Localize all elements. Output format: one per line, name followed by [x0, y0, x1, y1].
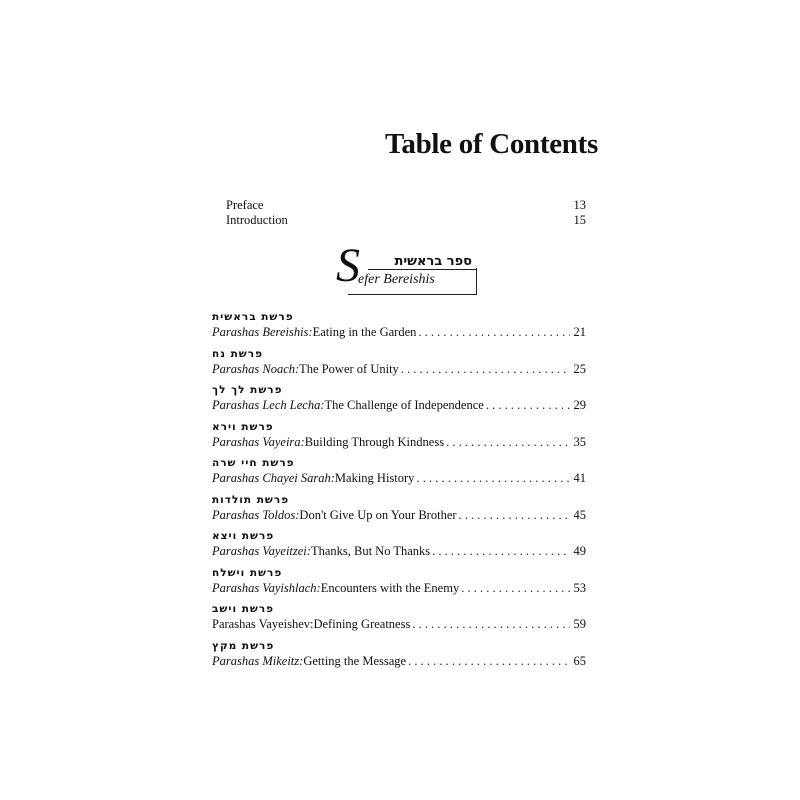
- toc-entry[interactable]: [212, 383, 586, 420]
- entry-title: Defining Greatness: [313, 617, 411, 631]
- entry-hebrew-title: פרשת וישב: [212, 603, 275, 615]
- front-matter-page: 13: [573, 198, 586, 212]
- leader-dots: [416, 470, 570, 486]
- toc-entry[interactable]: [212, 602, 586, 639]
- entry-page-number: 53: [573, 580, 586, 595]
- entry-parasha-name: Parashas Toldos:: [212, 507, 300, 522]
- toc-entries: [212, 310, 586, 675]
- toc-entry[interactable]: [212, 639, 586, 676]
- leader-dots: [401, 361, 570, 377]
- front-matter-label: Preface: [226, 198, 264, 212]
- entry-title: The Challenge of Independence: [324, 398, 484, 412]
- entry-parasha-name: Parashas Noach:: [212, 361, 300, 376]
- entry-title: Encounters with the Enemy: [320, 580, 460, 595]
- leader-dots: [486, 397, 570, 413]
- leader-dots: [461, 580, 570, 596]
- leader-dots: [446, 434, 570, 450]
- entry-title: Eating in the Garden: [312, 325, 417, 339]
- front-matter-label: Introduction: [226, 213, 288, 227]
- section-header-initial: S: [336, 239, 360, 292]
- entry-page-number: 41: [573, 471, 586, 485]
- entry-page-number: 49: [573, 544, 586, 558]
- section-header: [328, 240, 476, 298]
- entry-parasha-name: Parashas Vayeishev:: [212, 617, 314, 631]
- entry-hebrew-title: פרשת לך לך: [212, 384, 283, 396]
- leader-dots: [408, 653, 570, 669]
- entry-title: Thanks, But No Thanks: [310, 544, 431, 558]
- entry-parasha-name: Parashas Lech Lecha:: [212, 398, 325, 412]
- entry-page-number: 21: [573, 325, 586, 339]
- toc-entry[interactable]: [212, 566, 586, 603]
- entry-hebrew-title: פרשת תולדות: [212, 493, 290, 506]
- entry-page-number: 25: [573, 361, 586, 376]
- entry-parasha-name: Parashas Vayeira:: [212, 434, 305, 449]
- entry-hebrew-title: פרשת וישלח: [212, 566, 283, 579]
- entry-title: The Power of Unity: [299, 361, 399, 376]
- toc-entry[interactable]: [212, 456, 586, 493]
- page-title: Table of Contents: [385, 128, 598, 160]
- entry-hebrew-title: פרשת מקץ: [212, 639, 275, 652]
- entry-hebrew-title: פרשת ויצא: [212, 530, 275, 542]
- entry-parasha-name: Parashas Mikeitz:: [212, 653, 304, 668]
- entry-page-number: 35: [573, 434, 586, 449]
- leader-dots: [459, 507, 570, 523]
- toc-entry[interactable]: [212, 529, 586, 566]
- toc-entry[interactable]: [212, 420, 586, 457]
- toc-entry[interactable]: [212, 347, 586, 384]
- section-header-english: efer Bereishis: [358, 272, 435, 287]
- entry-title: Getting the Message: [303, 653, 407, 668]
- leader-dots: [432, 543, 570, 559]
- section-header-rule: [368, 269, 476, 270]
- entry-title: Building Through Kindness: [304, 434, 445, 449]
- entry-page-number: 59: [573, 617, 586, 631]
- front-matter-list: [226, 198, 586, 228]
- front-matter-item[interactable]: [226, 213, 586, 228]
- entry-parasha-name: Parashas Vayeitzei:: [212, 544, 311, 558]
- entry-title: Making History: [334, 471, 415, 485]
- entry-page-number: 29: [573, 398, 586, 412]
- leader-dots: [412, 616, 570, 632]
- entry-hebrew-title: פרשת וירא: [212, 420, 274, 433]
- entry-hebrew-title: פרשת נח: [212, 347, 263, 360]
- entry-parasha-name: Parashas Bereishis:: [212, 325, 313, 339]
- entry-parasha-name: Parashas Chayei Sarah:: [212, 471, 335, 485]
- entry-page-number: 45: [573, 507, 586, 522]
- toc-entry[interactable]: [212, 493, 586, 530]
- front-matter-page: 15: [573, 213, 586, 227]
- toc-entry[interactable]: [212, 310, 586, 347]
- leader-dots: [418, 324, 570, 340]
- entry-hebrew-title: פרשת בראשית: [212, 311, 294, 323]
- front-matter-item[interactable]: [226, 198, 586, 213]
- entry-hebrew-title: פרשת חיי שרה: [212, 457, 295, 469]
- entry-page-number: 65: [573, 653, 586, 668]
- entry-title: Don't Give Up on Your Brother: [299, 507, 457, 522]
- section-header-hebrew: ספר בראשית: [394, 254, 472, 269]
- entry-parasha-name: Parashas Vayishlach:: [212, 580, 321, 595]
